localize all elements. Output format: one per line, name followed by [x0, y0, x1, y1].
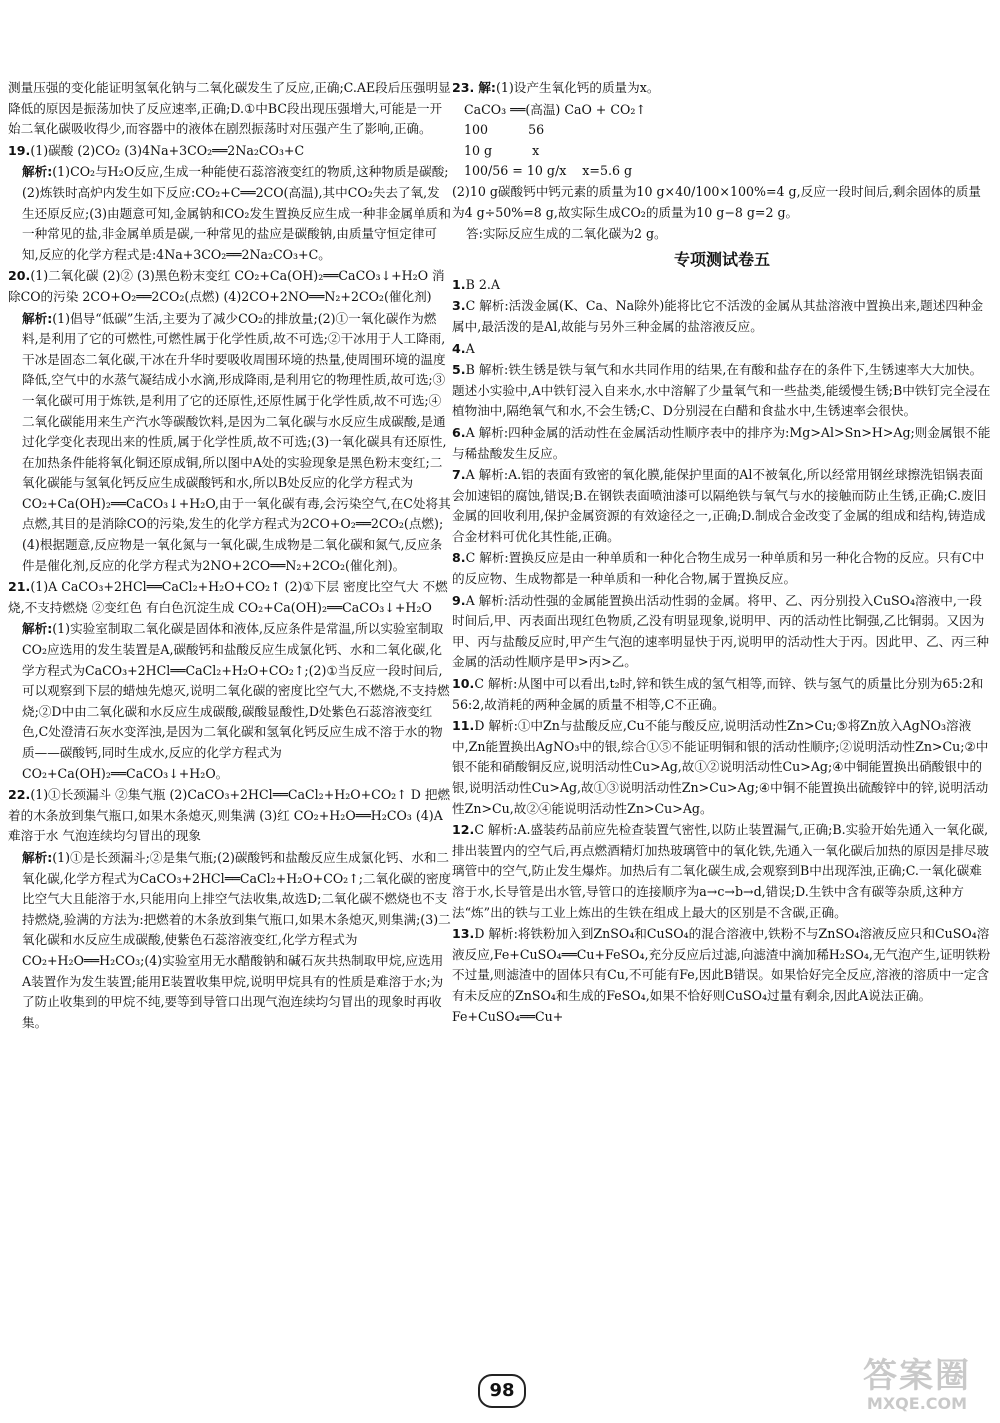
answer-11: [452, 716, 992, 819]
question-number: 10.: [452, 676, 475, 692]
answer-text: D 解析:①中Zn与盐酸反应,Cu不能与酸反应,说明活动性Zn>Cu;⑤将Zn放入AgNO₃溶液中,Zn能置换出AgNO₃中的银,综合①⑤不能证明铜和银的活动性顺序;②说明活动性Zn>Cu;②中银不能和硝酸铜反应,说明活动性Cu>Ag,故①②说明活动性Cu>Ag;④中铜能置换出硝酸银中的银,说明活动性Cu>Ag,故①③说明活动性Zn>Cu>Ag;④中铜不能置换出硫酸锌中的锌,说明活动性Zn>Cu,故②④能说明活动性Zn>Cu>Ag。: [452, 718, 989, 816]
answer-12: [452, 820, 992, 923]
solution-label: 解:: [478, 80, 496, 95]
explanation-21: [8, 619, 452, 784]
answer-text: C 解析:A.盛装药品前应先检查装置气密性,以防止装置漏气,正确;B.实验开始先通入一氧化碳,排出装置内的空气后,再点燃酒精灯加热玻璃管中的氧化铁,先通入一氧化碳后加热的原因是排尽玻璃管中的空气,防止发生爆炸。加热后有二氧化碳生成,会观察到B中出现浑浊,正确;C.一氧化碳难溶于水,长导管是出水管,导管口的连接顺序为a→c→b→d,错误;D.生铁中含有碳等杂质,这种方法“炼”出的铁与工业上炼出的生铁在组成上最大的区别是不含碳,正确。: [452, 822, 989, 920]
question-number: 12.: [452, 822, 475, 838]
explanation-label: 解析:: [22, 621, 53, 637]
answer-18-continued: [8, 78, 452, 140]
answer-text: B 解析:铁生锈是铁与氧气和水共同作用的结果,在有酸和盐存在的条件下,生锈速率大大加快。题述小实验中,A中铁钉浸入自来水,水中溶解了少量氧气和一些盐类,能缓慢生锈;B中铁钉完全浸在植物油中,隔绝氧气和水,不会生锈;C、D分别浸在白醋和食盐水中,生锈速率会很快。: [452, 362, 991, 419]
solution-answer: 答:实际反应生成的二氧化碳为2 g。: [466, 226, 667, 242]
explanation-20: [8, 309, 452, 577]
answer-23: [452, 78, 992, 99]
answer-22: [8, 785, 452, 847]
answer-text: A 解析:活动性强的金属能置换出活动性弱的金属。将甲、乙、丙分别投入CuSO₄溶液中,一段时间后,甲、丙表面出现红色物质,乙没有明显现象,说明甲、丙的活动性比铜强,乙比铜弱。又因为甲、丙与盐酸反应时,甲产生气泡的速率明显快于丙,说明甲的活动性大于丙。因此甲、乙、丙三种金属的活动性顺序是甲>丙>乙。: [452, 592, 989, 670]
question-number: 5.: [452, 362, 466, 378]
solution-intro: (1)设产生氧化钙的质量为x。: [495, 80, 660, 95]
question-number: 19.: [8, 142, 31, 158]
question-number: 20.: [8, 268, 31, 284]
watermark-text: 答案圈: [863, 1356, 971, 1396]
question-number: 1.: [452, 276, 466, 292]
question-number: 9.: [452, 592, 466, 608]
answer-text: D 解析:将铁粉加入到ZnSO₄和CuSO₄的混合溶液中,铁粉不与ZnSO₄溶液反应只和CuSO₄溶液反应,Fe+CuSO₄══Cu+FeSO₄,充分反应后过滤,向滤渣中滴加稀H₂SO₄,无气泡产生,证明铁粉不过量,则滤渣中的固体只有Cu,不可能有Fe,因此B错误。如果恰好完全反应,溶液的溶质中一定含有未反应的ZnSO₄和生成的FeSO₄,如果不恰好则CuSO₄过量有剩余,因此A说法正确。Fe+CuSO₄══Cu+: [452, 926, 991, 1024]
answer-text: (1)碳酸 (2)CO₂ (3)4Na+3CO₂══2Na₂CO₃+C: [30, 142, 305, 158]
answer-text: B 2.A: [465, 276, 500, 292]
explanation-text: (1)实验室制取二氧化碳是固体和液体,反应条件是常温,所以实验室制取CO₂应选用的发生装置是A,碳酸钙和盐酸反应生成氯化钙、水和二氧化碳,化学方程式为CaCO₃+2HCl══CaCl₂+H₂O+CO₂↑;(2)①当反应一段时间后,可以观察到下层的蜡烛先熄灭,说明二氧化碳的密度比空气大,不燃烧,不支持燃烧;②D中由二氧化碳和水反应生成碳酸,碳酸显酸性,D处紫色石蕊溶液变红色,C处澄清石灰水变浑浊,是因为二氧化碳和氢氧化钙反应生成不溶于水的物质——碳酸钙,同时生成水,反应的化学方程式为CO₂+Ca(OH)₂══CaCO₃↓+H₂O。: [22, 621, 450, 781]
question-number: 7.: [452, 467, 466, 483]
answer-text: (1)①长颈漏斗 ②集气瓶 (2)CaCO₃+2HCl══CaCl₂+H₂O+CO₂↑ D 把燃着的木条放到集气瓶口,如果木条熄灭,则集满 (3)红 CO₂+H₂O══H₂CO₃ (4)A 难溶于水 气泡连续均匀冒出的现象: [8, 787, 451, 844]
question-number: 6.: [452, 424, 466, 440]
answer-20: [8, 266, 452, 307]
equation-line: 100/56 = 10 g/x x=5.6 g: [464, 163, 633, 179]
watermark-url: MXQE.COM: [866, 1394, 968, 1413]
answer-1-2: [452, 275, 992, 296]
answer-text: 测量压强的变化能证明氢氧化钠与二氧化碳发生了反应,正确;C.AE段后压强明显降低的原因是振荡加快了反应速率,正确;D.①中BC段出现压强增大,可能是一开始二氧化碳吸收得少,而容器中的液体在剧烈振荡时对压强产生了影响,正确。: [8, 80, 451, 137]
question-number: 3.: [452, 298, 466, 314]
answer-19: [8, 141, 452, 162]
answer-text: C 解析:从图中可以看出,t₂时,锌和铁生成的氢气相等,而锌、铁与氢气的质量比分别为65:2和56:2,故消耗的两种金属的质量不相等,C不正确。: [452, 676, 984, 712]
question-number: 21.: [8, 579, 31, 595]
equation-line: 10 g x: [464, 142, 540, 158]
answer-text: (1)二氧化碳 (2)② (3)黑色粉末变红 CO₂+Ca(OH)₂══CaCO₃↓+H₂O 消除CO的污染 2CO+O₂══2CO₂(点燃) (4)2CO+2NO══N₂+2CO₂(催化剂): [8, 268, 445, 304]
explanation-22: [8, 848, 452, 1033]
explanation-text: (1)CO₂与H₂O反应,生成一种能使石蕊溶液变红的物质,这种物质是碳酸;(2)炼铁时高炉内发生如下反应:CO₂+C══2CO(高温),其中CO₂失去了氧,发生还原反应;(3)由题意可知,金属钠和CO₂发生置换反应生成一种非金属单质和一种常见的盐,非金属单质是碳,一种常见的盐应是碳酸钠,由质量守恒定律可知,反应的化学方程式是:4Na+3CO₂══2Na₂CO₃+C。: [22, 164, 451, 262]
answer-text: C 解析:置换反应是由一种单质和一种化合物生成另一种单质和另一种化合物的反应。只有C中的反应物、生成物都是一种单质和一种化合物,属于置换反应。: [452, 550, 985, 587]
answer-6: [452, 423, 992, 464]
question-number: 13.: [452, 926, 475, 942]
explanation-text: (1)倡导“低碳”生活,主要为了减少CO₂的排放量;(2)①一氧化碳作为燃料,是利用了它的可燃性,可燃性属于化学性质,故不可选;②干冰用于人工降雨,干冰是固态二氧化碳,干冰在升华时要吸收周围环境的热量,使周围环境的温度降低,空气中的水蒸气凝结成小水滴,形成降雨,是利用它的物理性质,故可选;③一氧化碳可用于炼铁,是利用了它的还原性,还原性属于化学性质,故不可选;④二氧化碳能用来生产汽水等碳酸饮料,是因为二氧化碳与水反应生成碳酸,是通过化学变化表现出来的性质,属于化学性质,故不可选;(3)一氧化碳具有还原性,在加热条件能将氧化铜还原成铜,所以图中A处的实验现象是黑色粉末变红;二氧化碳能与氢氧化钙反应生成碳酸钙和水,所以B处反应的化学方程式为CO₂+Ca(OH)₂══CaCO₃↓+H₂O,由于一氧化碳有毒,会污染空气,在C处将其点燃,其目的是消除CO的污染,发生的化学方程式为2CO+O₂══2CO₂(点燃);(4)根据题意,反应物是一氧化氮与一氧化碳,生成物是二氧化碳和氮气,反应条件是催化剂,反应的化学方程式为2NO+2CO══N₂+2CO₂(催化剂)。: [22, 310, 451, 573]
explanation-text: (1)①是长颈漏斗;②是集气瓶;(2)碳酸钙和盐酸反应生成氯化钙、水和二氧化碳,化学方程式为CaCO₃+2HCl══CaCl₂+H₂O+CO₂↑;二氧化碳的密度比空气大且能溶于水,只能用向上排空气法收集,故选D;二氧化碳不燃烧也不支持燃烧,验满的方法为:把燃着的木条放到集气瓶口,如果木条熄灭,则集满;(3)二氧化碳和水反应生成碳酸,使紫色石蕊溶液变红,化学方程式为CO₂+H₂O══H₂CO₃;(4)实验室用无水醋酸钠和碱石灰共热制取甲烷,应选用A装置作为发生装置;能用E装置收集甲烷,说明甲烷具有的性质是难溶于水;为了防止收集到的甲烷不纯,要等到导管口出现气泡连续均匀冒出的现象时再收集。: [22, 849, 452, 1030]
answer-13: [452, 924, 992, 1027]
answer-8: [452, 548, 992, 589]
question-number: 8.: [452, 550, 466, 566]
left-column: [8, 78, 452, 1368]
answer-text: A 解析:A.铝的表面有致密的氧化膜,能保护里面的Al不被氧化,所以经常用钢丝球擦洗铝锅表面会加速铝的腐蚀,错误;B.在钢铁表面喷油漆可以隔绝铁与氧气与水的接触而防止生锈,正确;C.废旧金属的回收利用,保护金属资源的有效途径之一,正确;D.制成合金改变了金属的组成和结构,铸造成合金材料可优化其性能,正确。: [452, 467, 987, 544]
explanation-label: 解析:: [22, 164, 53, 180]
question-number: 11.: [452, 718, 475, 734]
question-number: 23.: [452, 80, 475, 95]
right-column: [452, 78, 992, 1368]
section-title: 专项测试卷五: [673, 249, 770, 269]
answer-4: [452, 339, 992, 360]
answer-text: A: [465, 340, 475, 356]
explanation-label: 解析:: [22, 849, 53, 865]
answer-10: [452, 674, 992, 715]
question-number: 4.: [452, 340, 466, 356]
equation-line: 100 56: [464, 122, 545, 138]
answer-3: [452, 296, 992, 337]
answer-text: (1)A CaCO₃+2HCl══CaCl₂+H₂O+CO₂↑ (2)①下层 密度比空气大 不燃烧,不支持燃烧 ②变红色 有白色沉淀生成 CO₂+Ca(OH)₂══CaCO₃↓+H₂O: [8, 579, 448, 615]
explanation-label: 解析:: [22, 310, 53, 326]
answer-9: [452, 591, 992, 673]
answer-21: [8, 577, 452, 618]
explanation-19: [8, 162, 452, 265]
answer-text: A 解析:四种金属的活动性在金属活动性顺序表中的排序为:Mg>Al>Sn>H>Ag;则金属银不能与稀盐酸发生反应。: [452, 424, 991, 461]
answer-5: [452, 360, 992, 422]
answer-7: [452, 465, 992, 547]
watermark-logo: [842, 1357, 992, 1417]
solution-part-2: (2)10 g碳酸钙中钙元素的质量为10 g×40/100×100%=4 g,反应一段时间后,剩余固体的质量为4 g÷50%=8 g,故实际生成CO₂的质量为10 g−8 g=2 g。: [452, 183, 981, 220]
equation-line: CaCO₃ ══(高温) CaO + CO₂↑: [464, 101, 646, 117]
page-number: 98: [478, 1374, 526, 1408]
question-number: 22.: [8, 787, 31, 803]
answer-text: C 解析:活泼金属(K、Ca、Na除外)能将比它不活泼的金属从其盐溶液中置换出来,题述四种金属中,最活泼的是Al,故能与另外三种金属的盐溶液反应。: [452, 298, 984, 334]
